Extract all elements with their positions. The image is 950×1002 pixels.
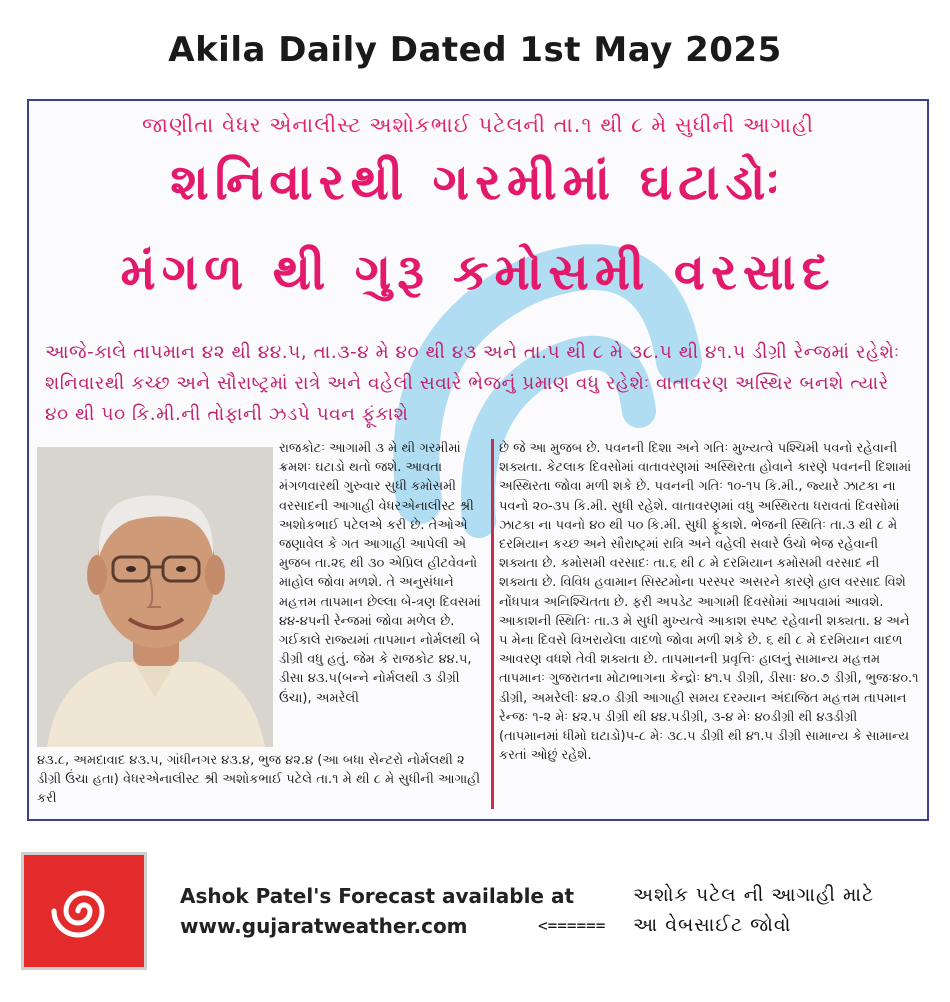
article-paragraph: રાજકોટઃ આગામી ૩ મે થી ગરમીમાં ક્રમશઃ ઘટાડો થતો જશે. આવતા મંગળવારથી ગુરુવાર સુધી કમોસમી વરસાદની આગાહી વેધરએનાલીસ્ટ શ્રી અશોકભાઈ પટેલએ કરી છે. તેઓએ જણાવેલ કે ગત આગાહી આપેલી એ મુજબ તા.૨૬ થી ૩૦ એપ્રિલ હીટવેવનો માહોલ જોવા મળશે. તે અનુસંધાને મહત્તમ તાપમાન છેલ્લા બે-ત્રણ દિવસમાં ૪૪-૪૫ની રેન્જમાં જોવા મળેલ છે. ગઈકાલે રાજ્યમાં તાપમાન નોર્મલથી બે ડીગ્રી વધુ હતું. જેમ કે રાજકોટ ૪૪.૫, ડીસા ૪૩.૫(બન્ને નોર્મલથી ૩ ડીગ્રી ઉંચા), અમરેલી — [279, 441, 481, 706]
article-paragraph: ૪૩.૮, અમદાવાદ ૪૩.૫, ગાંધીનગર ૪૩.૪, ભુજ ૪૨.૪ (આ બધા સેન્ટરો નોર્મલથી ૨ ડીગ્રી ઉંચા હતા) વેધરએનાલીસ્ટ શ્રી અશોકભાઈ પટેલે તા.૧ મે થી ૮ મે સુધીની આગાહી કરી — [37, 753, 481, 807]
kicker-line: જાણીતા વેધર એનાલીસ્ટ અશોકભાઈ પટેલની તા.૧ થી ૮ મે સુધીની આગાહી — [142, 113, 814, 137]
portrait-illustration — [37, 447, 273, 747]
gujarati-note-line-1: અશોક પટેલ ની આગાહી માટે — [633, 884, 875, 906]
author-photo — [37, 447, 273, 747]
swirl-icon — [24, 855, 144, 967]
forecast-availability-text: Ashok Patel's Forecast available at — [180, 884, 575, 908]
subheadline: આજે-કાલે તાપમાન ૪૨ થી ૪૪.૫, તા.૩-૪ મે ૪૦ થી ૪૩ અને તા.૫ થી ૮ મે ૩૮.૫ થી ૪૧.૫ ડીગ્રી રેન્જમાં રહેશેઃ શનિવારથી કચ્છ અને સૌરાષ્ટ્રમાં રાત્રે અને વહેલી સવારે ભેજનું પ્રમાણ વધુ રહેશેઃ વાતાવરણ અસ્થિર બનશે ત્યારે ૪૦ થી ૫૦ કિ.મી.ની તોફાની ઝડપે પવન ફૂંકાશે — [45, 342, 900, 425]
gujaratweather-logo — [24, 855, 144, 967]
headline-line-1: શનિવારથી ગરમીમાં ઘટાડોઃ — [170, 153, 786, 211]
headline-line-2: મંગળ થી ગુરૂ કમોસમી વરસાદ — [120, 243, 836, 301]
column-divider — [491, 439, 494, 809]
website-link[interactable]: www.gujaratweather.com — [180, 914, 468, 938]
gujarati-note-line-2: આ વેબસાઈટ જોવો — [633, 914, 792, 936]
article-column-left — [279, 439, 485, 708]
article-column-right — [499, 439, 921, 765]
page-title: Akila Daily Dated 1st May 2025 — [168, 30, 782, 70]
arrow-text: <====== — [538, 916, 606, 935]
article-paragraph: છે જે આ મુજબ છે. પવનની દિશા અને ગતિઃ મુખ્યત્વે પશ્ચિમી પવનો રહેવાની શક્યતા. કેટલાક દિવસોમાં વાતાવરણમાં અસ્થિરતા હોવાને કારણે પવનની દિશામાં અસ્થિરતા જોવા મળી શકે છે. પવનની ગતિઃ ૧૦-૧૫ કિ.મી., જ્યારે ઝાટકા ના પવનો ૨૦-૩૫ કિ.મી. સુધી રહેશે. વાતાવરણમાં વધુ અસ્થિરતા ધરાવતાં દિવસોમાં ઝાટકા ના પવનો ૪૦ થી ૫૦ કિ.મી. સુધી ફૂંકાશે. ભેજની સ્થિતિઃ તા.૩ થી ૮ મે દરમિયાન કચ્છ અને સૌરાષ્ટ્રમાં રાત્રિ અને વહેલી સવારે ઉંચો ભેજ રહેવાની શક્યતા છે. કમોસમી વરસાદઃ તા.૬ થી ૮ મે દરમિયાન કમોસમી વરસાદ ની શક્યતા છે. વિવિધ હવામાન સિસ્ટમોના પરસ્પર અસરને કારણે હાલ વરસાદ વિશે નોંધપાત્ર અનિશ્ચિતતા છે. ફરી અપડેટ આગામી દિવસોમાં આપવામાં આવશે. આકાશની સ્થિતિઃ તા.૩ મે સુધી મુખ્યત્વે આકાશ સ્પષ્ટ રહેવાની શક્યતા. ૪ અને ૫ મેના દિવસે વિખરાયેલા વાદળો જોવા મળી શકે છે. ૬ થી ૮ મે દરમિયાન વાદળ આવરણ વધશે તેવી શક્યતા છે. તાપમાનની પ્રવૃત્તિઃ હાલનું સામાન્ય મહત્તમ તાપમાનઃ ગુજરાતના મોટાભાગના કેન્દ્રોઃ ૪૧.૫ ડીગ્રી, ડીસાઃ ૪૦.૭ ડીગ્રી, ભુજઃ૪૦.૧ ડીગ્રી, અમરેલીઃ ૪૨.૦ ડીગ્રી આગાહી સમય દરમ્યાન અંદાજિત મહત્તમ તાપમાન રેન્જઃ ૧-૨ મેઃ ૪૨.૫ ડીગ્રી થી ૪૪.૫ડીગ્રી, ૩-૪ મેઃ ૪૦ડીગ્રી થી ૪૩ડીગ્રી (તાપમાનમાં ધીમો ઘટાડો)૫-૮ મેઃ ૩૮.૫ ડીગ્રી થી ૪૧.૫ ડીગ્રી સામાન્ય કે સામાન્ય કરતાં ઓછું રહેશે. — [499, 441, 919, 764]
newspaper-clipping — [27, 99, 929, 821]
article-column-left-continued — [37, 751, 485, 809]
